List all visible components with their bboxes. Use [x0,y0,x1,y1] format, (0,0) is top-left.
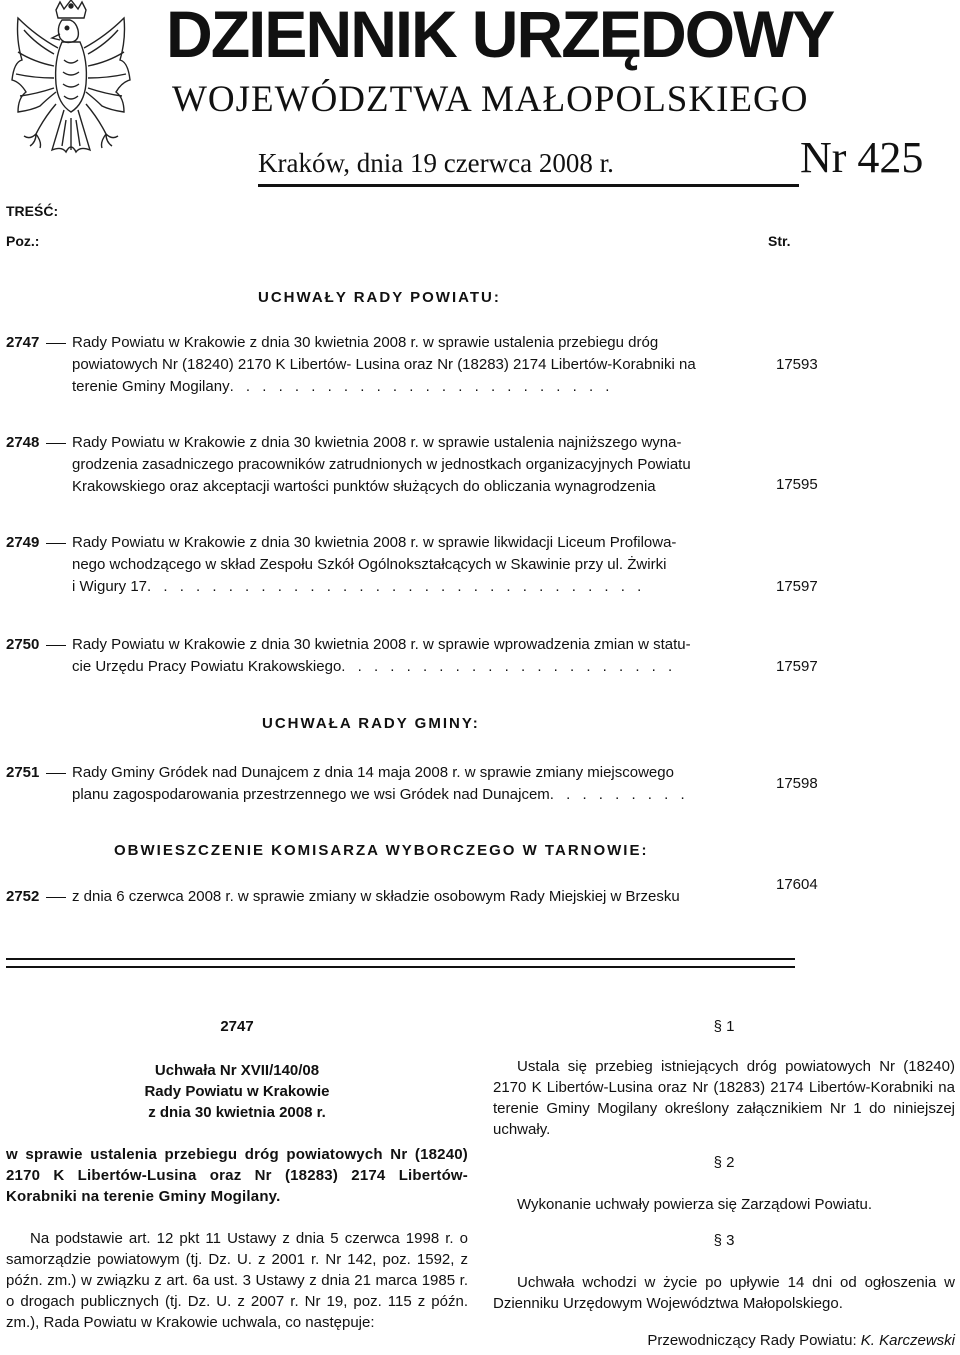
place-date: Kraków, dnia 19 czerwca 2008 r. [258,148,614,178]
toc-entry-number: 2751 [6,764,40,781]
toc-entry-text: Rady Powiatu w Krakowie z dnia 30 kwietnia 2008 r. w sprawie likwidacji Liceum Profilowa- [72,534,677,551]
toc-section-heading: UCHWAŁA RADY GMINY: [262,715,480,732]
toc-entry-text: z dnia 6 czerwca 2008 r. w sprawie zmiany w składzie osobowym Rady Miejskiej w Brzesku [72,888,680,905]
legal-basis-paragraph: Na podstawie art. 12 pkt 11 Ustawy z dnia 5 czerwca 1998 r. o samorządzie powiatowym (tj. Dz. U. z 2001 r. Nr 142, poz. 1592, z późn. zm.) w związku z art. 6a ust. 3 Ustawy z dnia 21 marca 1985 r. o drogach publicznych (tj. Dz. U. z 2007 r. Nr 19, poz. 115 z późn. zm.), Rada Powiatu w Krakowie uchwala, co następuje: [6,1230,468,1331]
toc-entry-number: 2750 [6,636,40,653]
resolution-subject: w sprawie ustalenia przebiegu dróg powiatowych Nr (18240) 2170 K Libertów-Lusina oraz Nr (18283) 2174 Libertów-Korabniki na terenie Gminy Mogilany. [6,1146,468,1205]
toc-entry-page: 17597 [776,658,818,675]
toc-entry-text: powiatowych Nr (18240) 2170 K Libertów- Lusina oraz Nr (18283) 2174 Libertów-Korabniki na [72,356,696,373]
paragraph-mark: § 2 [713,1154,735,1171]
signature-label: Przewodniczący Rady Powiatu: [647,1332,857,1349]
toc-entry-text: nego wchodzącego w skład Zespołu Szkół Ogólnokształcących w Skawinie przy ul. Żwirki [72,556,667,573]
issue-number: Nr 425 [800,133,924,182]
toc-entry-dash [46,773,66,774]
toc-position-label: Poz.: [6,233,40,249]
toc-entry-page: 17593 [776,356,818,373]
toc-entry-dash [46,343,66,344]
toc-entry-page: 17604 [776,876,818,893]
toc-entry-text: grodzenia zasadniczego pracowników zatrudnionych w jednostkach organizacyjnych Powiatu [72,456,691,473]
toc-entry-page: 17598 [776,775,818,792]
toc-entry-dash [46,543,66,544]
journal-subtitle: WOJEWÓDZTWA MAŁOPOLSKIEGO [172,79,809,120]
toc-entry-text: Rady Powiatu w Krakowie z dnia 30 kwietnia 2008 r. w sprawie ustalenia przebiegu dróg [72,334,659,351]
toc-section-heading: UCHWAŁY RADY POWIATU: [258,289,501,306]
toc-entry-number: 2752 [6,888,40,905]
resolution-title-line: Rady Powiatu w Krakowie [144,1083,330,1100]
toc-entry-number: 2747 [6,334,40,351]
toc-entry-leader-dots: . . . . . . . . . . . . . . . . . . . . . [341,658,677,675]
resolution-title-line: Uchwała Nr XVII/140/08 [154,1062,320,1079]
toc-entry-dash [46,443,66,444]
paragraph-mark: § 1 [713,1018,735,1035]
resolution-title-line: z dnia 30 kwietnia 2008 r. [148,1104,326,1121]
toc-section-heading: OBWIESZCZENIE KOMISARZA WYBORCZEGO W TARNOWIE: [114,842,649,859]
paragraph-text: Uchwała wchodzi w życie po upływie 14 dni od ogłoszenia w Dzienniku Urzędowym Województwa Małopolskiego. [493,1274,955,1312]
signature-name: K. Karczewski [860,1332,955,1349]
toc-entry-text: planu zagospodarowania przestrzennego we wsi Gródek nad Dunajcem [72,786,550,803]
section-divider [6,958,795,960]
toc-entry-leader-dots: . . . . . . . . . . . . . . . . . . . . . . . . . . . . . . . [147,578,646,595]
toc-entry-leader-dots: . . . . . . . . . [549,786,689,803]
journal-title: DZIENNIK URZĘDOWY [166,0,834,71]
article-position-number: 2747 [220,1018,254,1035]
toc-label: TREŚĆ: [6,203,59,219]
toc-entry-text: i Wigury 17 [72,578,148,595]
toc-entry-page: 17595 [776,476,818,493]
toc-entry-page: 17597 [776,578,818,595]
section-divider [6,966,795,968]
toc-entry-dash [46,645,66,646]
toc-entry-leader-dots: . . . . . . . . . . . . . . . . . . . . . . . . [229,378,614,395]
toc-entry-text: Rady Powiatu w Krakowie z dnia 30 kwietnia 2008 r. w sprawie wprowadzenia zmian w statu- [72,636,691,653]
toc-entry-text: Rady Gminy Gródek nad Dunajcem z dnia 14 maja 2008 r. w sprawie zmiany miejscowego [72,764,674,781]
paragraph-text: Wykonanie uchwały powierza się Zarządowi Powiatu. [517,1196,873,1213]
toc-page-label: Str. [768,233,791,249]
coat-of-arms-eagle-icon [6,0,136,185]
toc-entry-text: cie Urzędu Pracy Powiatu Krakowskiego [72,658,342,675]
toc-entry-text: terenie Gminy Mogilany [72,378,230,395]
resolution-title [6,1060,468,1123]
toc-entry-number: 2749 [6,534,40,551]
toc-entry-text: Rady Powiatu w Krakowie z dnia 30 kwietnia 2008 r. w sprawie ustalenia najniższego wyna- [72,434,682,451]
signature [647,1330,955,1351]
paragraph-text: Ustala się przebieg istniejących dróg powiatowych Nr (18240) 2170 K Libertów-Lusina oraz Nr (18283) 2174 Libertów-Korabniki na terenie Gminy Mogilany określony załącznikiem Nr 1 do niniejszej uchwały. [493,1058,955,1138]
header-rule [258,184,799,187]
toc-entry-text: Krakowskiego oraz akceptacji wartości punktów służących do obliczania wynagrodzenia [72,478,656,495]
toc-entry-number: 2748 [6,434,40,451]
toc-entry-dash [46,897,66,898]
paragraph-mark: § 3 [713,1232,735,1249]
